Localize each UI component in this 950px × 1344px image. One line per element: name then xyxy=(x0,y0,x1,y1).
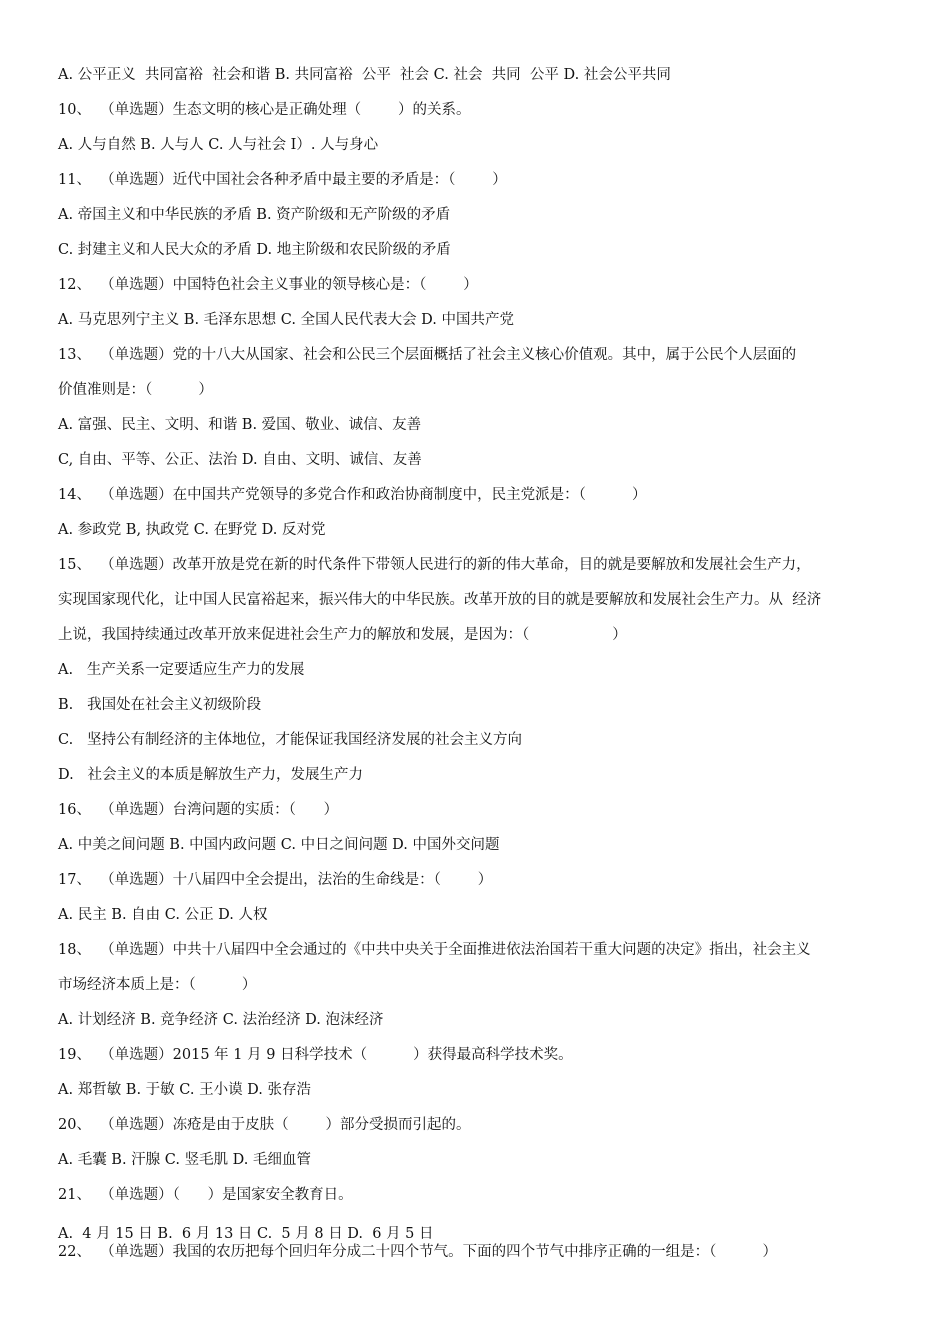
question-15: 15、 （单选题）改革开放是党在新的时代条件下带领人民进行的新的伟大革命，目的就是要解放和发展社会生产力， xyxy=(58,557,811,573)
answer-options-20: A. 毛囊 B. 汗腺 C. 竖毛肌 D. 毛细血管 xyxy=(58,1152,312,1168)
question-20: 20、 （单选题）冻疮是由于皮肤（ ）部分受损而引起的。 xyxy=(58,1117,471,1133)
question-16: 16、 （单选题）台湾问题的实质：（ ） xyxy=(58,802,339,818)
answer-options-18: A. 计划经济 B. 竞争经济 C. 法治经济 D. 泡沫经济 xyxy=(58,1012,384,1028)
answer-options-10: A. 人与自然 B. 人与人 C. 人与社会 I）. 人与身心 xyxy=(58,137,379,153)
question-18: 18、 （单选题）中共十八届四中全会通过的《中共中央关于全面推进依法治国若干重大问题的决定》指出，社会主义 xyxy=(58,942,811,958)
answer-option-15-b: B. 我国处在社会主义初级阶段 xyxy=(58,697,262,713)
answer-options-9: A. 公平正义 共同富裕 社会和谐 B. 共同富裕 公平 社会 C. 社会 共同 公平 D. 社会公平共同 xyxy=(58,67,671,83)
answer-options-11-cd: C. 封建主义和人民大众的矛盾 D. 地主阶级和农民阶级的矛盾 xyxy=(58,242,451,258)
answer-option-15-a: A. 生产关系一定要适应生产力的发展 xyxy=(58,662,305,678)
question-17: 17、 （单选题）十八届四中全会提出，法治的生命线是：（ ） xyxy=(58,872,493,888)
answer-options-19: A. 郑哲敏 B. 于敏 C. 王小谟 D. 张存浩 xyxy=(58,1082,312,1098)
answer-option-15-c: C. 坚持公有制经济的主体地位，才能保证我国经济发展的社会主义方向 xyxy=(58,732,523,748)
answer-options-13-ab: A. 富强、民主、文明、和谐 B. 爱国、敬业、诚信、友善 xyxy=(58,417,422,433)
answer-options-12: A. 马克思列宁主义 B. 毛泽东思想 C. 全国人民代表大会 D. 中国共产党 xyxy=(58,312,515,328)
question-15-cont-2: 上说，我国持续通过改革开放来促进社会生产力的解放和发展，是因为：（ ） xyxy=(58,627,627,643)
answer-options-11-ab: A. 帝国主义和中华民族的矛盾 B. 资产阶级和无产阶级的矛盾 xyxy=(58,207,451,223)
answer-options-17: A. 民主 B. 自由 C. 公正 D. 人权 xyxy=(58,907,268,923)
question-13-cont: 价值准则是：（ ） xyxy=(58,382,213,398)
question-18-cont: 市场经济本质上是：（ ） xyxy=(58,977,257,993)
answer-option-15-d: D. 社会主义的本质是解放生产力，发展生产力 xyxy=(58,767,364,783)
answer-options-21: A. 4 月 15 日 B. 6 月 13 日 C. 5 月 8 日 D. 6 月 5 日 xyxy=(58,1226,434,1242)
question-15-cont-1: 实现国家现代化，让中国人民富裕起来，振兴伟大的中华民族。改革开放的目的就是要解放和发展社会生产力。从 经济 xyxy=(58,592,822,608)
answer-options-13-cd: C, 自由、平等、公正、法治 D. 自由、文明、诚信、友善 xyxy=(58,452,422,468)
question-11: 11、 （单选题）近代中国社会各种矛盾中最主要的矛盾是：（ ） xyxy=(58,172,507,188)
question-10: 10、 （单选题）生态文明的核心是正确处理（ ）的关系。 xyxy=(58,102,471,118)
question-21: 21、 （单选题）（ ）是国家安全教育日。 xyxy=(58,1187,353,1203)
question-14: 14、 （单选题）在中国共产党领导的多党合作和政治协商制度中，民主党派是：（ ） xyxy=(58,487,647,503)
question-12: 12、 （单选题）中国特色社会主义事业的领导核心是：（ ） xyxy=(58,277,478,293)
answer-options-16: A. 中美之间问题 B. 中国内政问题 C. 中日之间问题 D. 中国外交问题 xyxy=(58,837,500,853)
question-13: 13、 （单选题）党的十八大从国家、社会和公民三个层面概括了社会主义核心价值观。其中，属于公民个人层面的 xyxy=(58,347,797,363)
answer-options-14: A. 参政党 B, 执政党 C. 在野党 D. 反对党 xyxy=(58,522,326,538)
question-22: 22、 （单选题）我国的农历把每个回归年分成二十四个节气。下面的四个节气中排序正确的一组是：（ ） xyxy=(58,1244,778,1260)
question-19: 19、 （单选题）2015 年 1 月 9 日科学技术（ ）获得最高科学技术奖。 xyxy=(58,1047,573,1063)
